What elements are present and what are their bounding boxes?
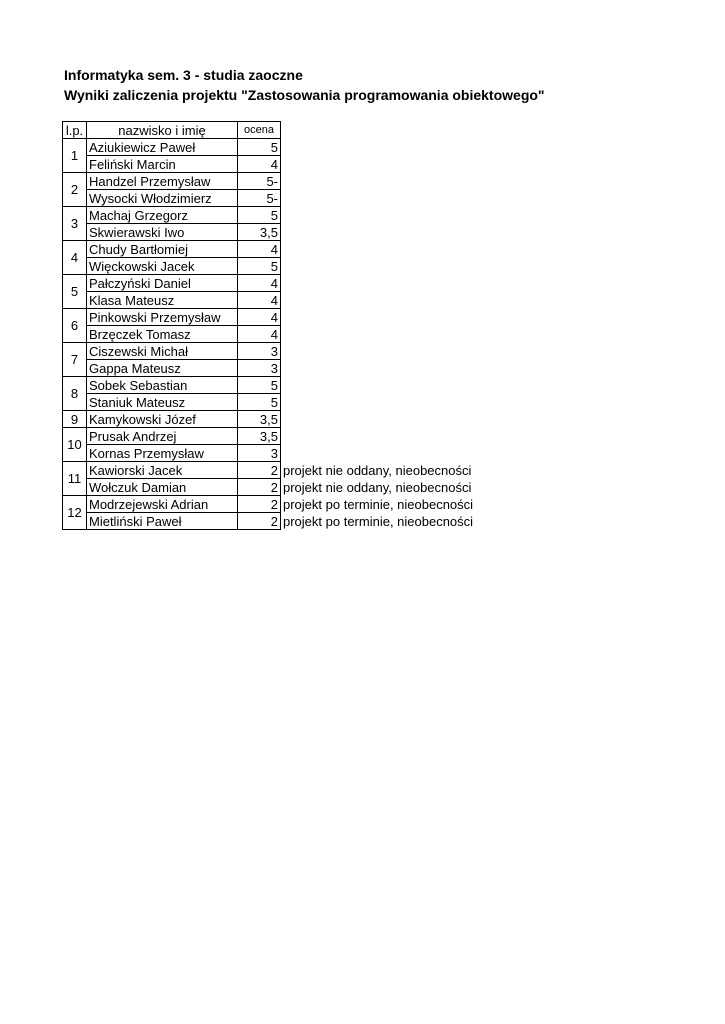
lp-cell: 12 xyxy=(63,496,87,530)
grade-cell: 4 xyxy=(238,275,281,292)
note-cell xyxy=(281,173,476,190)
lp-cell: 10 xyxy=(63,428,87,462)
table-row xyxy=(63,343,476,360)
grades-body xyxy=(63,139,476,530)
note-cell xyxy=(281,224,476,241)
table-row xyxy=(63,394,476,411)
grade-cell: 4 xyxy=(238,292,281,309)
grade-cell: 3 xyxy=(238,360,281,377)
grade-cell: 2 xyxy=(238,479,281,496)
lp-cell: 6 xyxy=(63,309,87,343)
note-cell xyxy=(281,292,476,309)
note-cell xyxy=(281,411,476,428)
grade-cell: 4 xyxy=(238,326,281,343)
note-cell xyxy=(281,241,476,258)
name-cell: Skwierawski Iwo xyxy=(87,224,238,241)
header-note-spacer xyxy=(281,122,476,139)
table-row xyxy=(63,445,476,462)
table-row xyxy=(63,462,476,479)
table-row xyxy=(63,190,476,207)
grade-cell: 5 xyxy=(238,377,281,394)
name-cell: Staniuk Mateusz xyxy=(87,394,238,411)
grade-cell: 4 xyxy=(238,309,281,326)
header-row xyxy=(63,122,476,139)
lp-cell: 7 xyxy=(63,343,87,377)
note-cell xyxy=(281,343,476,360)
grade-cell: 5- xyxy=(238,190,281,207)
note-cell: projekt nie oddany, nieobecności xyxy=(283,479,472,495)
grade-cell: 3,5 xyxy=(238,411,281,428)
header-name: nazwisko i imię xyxy=(87,122,238,139)
note-cell: projekt po terminie, nieobecności xyxy=(283,513,474,529)
grades-table xyxy=(62,121,476,530)
document-title: Informatyka sem. 3 - studia zaoczne xyxy=(64,67,303,83)
grade-cell: 2 xyxy=(238,513,281,530)
note-cell xyxy=(281,326,476,343)
name-cell: Więckowski Jacek xyxy=(87,258,238,275)
table-row xyxy=(63,241,476,258)
grade-cell: 2 xyxy=(238,462,281,479)
note-cell xyxy=(281,309,476,326)
note-cell: projekt po terminie, nieobecności xyxy=(283,496,474,512)
grade-cell: 4 xyxy=(238,241,281,258)
name-cell: Feliński Marcin xyxy=(87,156,238,173)
lp-cell: 9 xyxy=(63,411,87,428)
table-row xyxy=(63,139,476,156)
table-row xyxy=(63,411,476,428)
name-cell: Kamykowski Józef xyxy=(87,411,238,428)
lp-cell: 5 xyxy=(63,275,87,309)
name-cell: Mietliński Paweł xyxy=(87,513,238,530)
grade-cell: 5 xyxy=(238,394,281,411)
note-cell xyxy=(281,377,476,394)
name-cell: Chudy Bartłomiej xyxy=(87,241,238,258)
table-row xyxy=(63,224,476,241)
table-row xyxy=(63,309,476,326)
note-cell xyxy=(281,190,476,207)
grade-cell: 5 xyxy=(238,207,281,224)
name-cell: Wysocki Włodzimierz xyxy=(87,190,238,207)
table-row xyxy=(63,156,476,173)
name-cell: Brzęczek Tomasz xyxy=(87,326,238,343)
lp-cell: 11 xyxy=(63,462,87,496)
name-cell: Modrzejewski Adrian xyxy=(87,496,238,513)
table-row xyxy=(63,496,476,513)
note-cell xyxy=(281,156,476,173)
header-grade: ocena xyxy=(238,122,281,139)
lp-cell: 8 xyxy=(63,377,87,411)
table-row xyxy=(63,360,476,377)
name-cell: Ciszewski Michał xyxy=(87,343,238,360)
table-row xyxy=(63,428,476,445)
grade-cell: 5 xyxy=(238,139,281,156)
table-row xyxy=(63,258,476,275)
lp-cell: 1 xyxy=(63,139,87,173)
table-row xyxy=(63,292,476,309)
name-cell: Machaj Grzegorz xyxy=(87,207,238,224)
name-cell: Aziukiewicz Paweł xyxy=(87,139,238,156)
grade-cell: 3 xyxy=(238,445,281,462)
lp-cell: 2 xyxy=(63,173,87,207)
grade-cell: 5 xyxy=(238,258,281,275)
note-cell: projekt nie oddany, nieobecności xyxy=(283,462,472,478)
name-cell: Pałczyński Daniel xyxy=(87,275,238,292)
table-row xyxy=(63,326,476,343)
name-cell: Kornas Przemysław xyxy=(87,445,238,462)
table-row xyxy=(63,173,476,190)
note-cell xyxy=(281,428,476,445)
note-cell xyxy=(281,275,476,292)
note-cell xyxy=(281,360,476,377)
note-cell xyxy=(281,445,476,462)
note-cell xyxy=(281,139,476,156)
table-row xyxy=(63,513,476,530)
name-cell: Klasa Mateusz xyxy=(87,292,238,309)
table-row xyxy=(63,275,476,292)
grade-cell: 5- xyxy=(238,173,281,190)
name-cell: Kawiorski Jacek xyxy=(87,462,238,479)
name-cell: Wołczuk Damian xyxy=(87,479,238,496)
name-cell: Handzel Przemysław xyxy=(87,173,238,190)
grade-cell: 3 xyxy=(238,343,281,360)
grade-cell: 2 xyxy=(238,496,281,513)
table-row xyxy=(63,207,476,224)
lp-cell: 3 xyxy=(63,207,87,241)
grade-cell: 4 xyxy=(238,156,281,173)
name-cell: Prusak Andrzej xyxy=(87,428,238,445)
header-lp: l.p. xyxy=(63,122,87,139)
grade-cell: 3,5 xyxy=(238,428,281,445)
document-subtitle: Wyniki zaliczenia projektu "Zastosowania programowania obiektowego" xyxy=(64,87,545,103)
name-cell: Pinkowski Przemysław xyxy=(87,309,238,326)
lp-cell: 4 xyxy=(63,241,87,275)
table-row xyxy=(63,479,476,496)
grade-cell: 3,5 xyxy=(238,224,281,241)
name-cell: Gappa Mateusz xyxy=(87,360,238,377)
note-cell xyxy=(281,394,476,411)
note-cell xyxy=(281,207,476,224)
note-cell xyxy=(281,258,476,275)
table-row xyxy=(63,377,476,394)
name-cell: Sobek Sebastian xyxy=(87,377,238,394)
